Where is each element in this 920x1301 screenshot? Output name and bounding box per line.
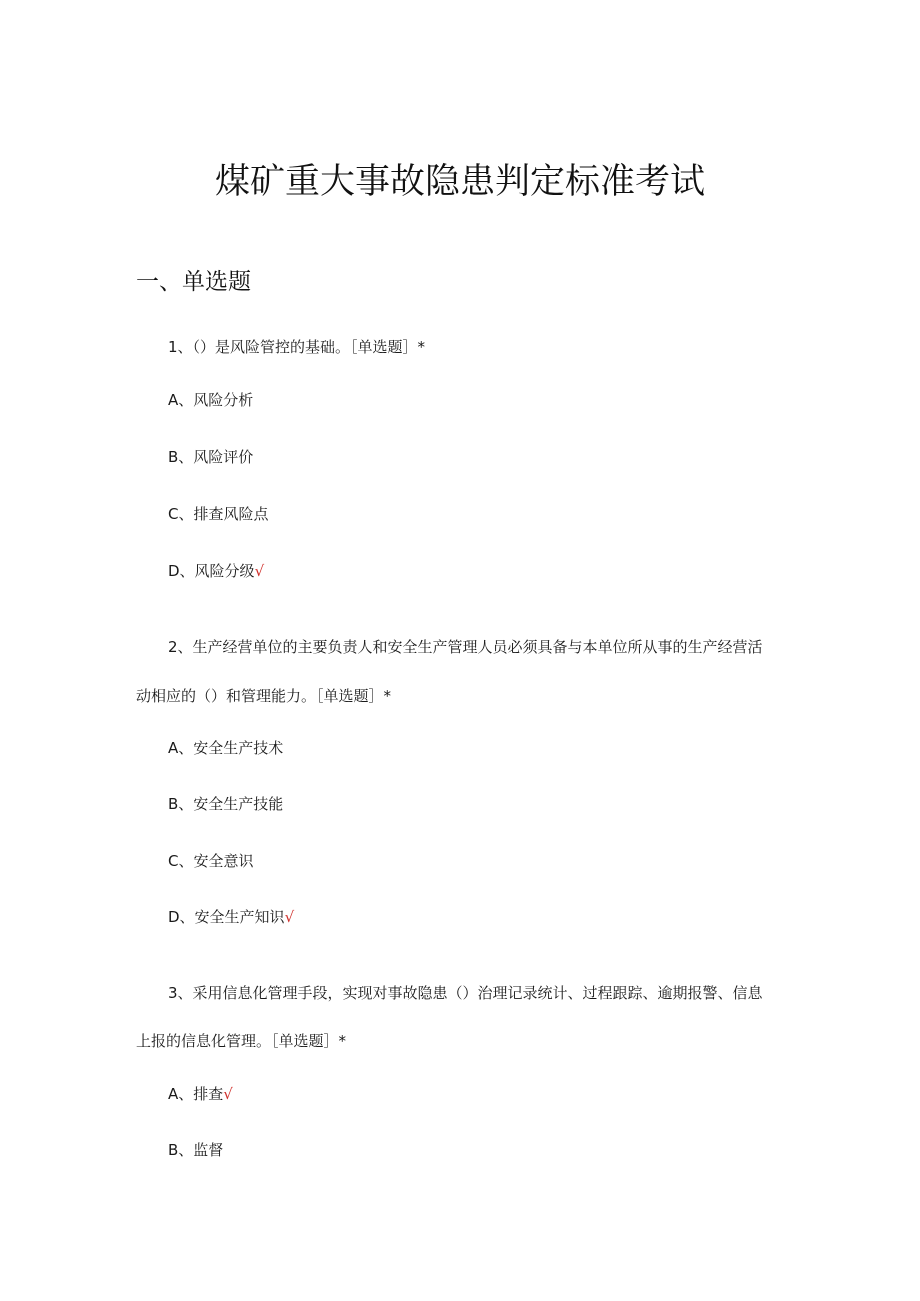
question-2-text: 2、生产经营单位的主要负责人和安全生产管理人员必须具备与本单位所从事的生产经营活 <box>168 638 763 656</box>
question-1-option-c: C、排查风险点 <box>168 505 269 523</box>
correct-mark: √ <box>254 562 265 580</box>
question-1-option-d: D、风险分级√ <box>168 562 265 580</box>
question-3-text: 3、采用信息化管理手段，实现对事故隐患（）治理记录统计、过程跟踪、逾期报警、信息 <box>168 984 763 1002</box>
question-2-option-b: B、安全生产技能 <box>168 795 284 813</box>
correct-mark: √ <box>284 908 295 926</box>
question-1-text: 1、（）是风险管控的基础。［单选题］* <box>168 338 426 356</box>
correct-mark: √ <box>223 1085 233 1103</box>
document-title: 煤矿重大事故隐患判定标准考试 <box>214 162 705 202</box>
question-2-option-c: C、安全意识 <box>168 852 254 870</box>
question-1-option-a: A、风险分析 <box>168 391 254 409</box>
question-2-option-a: A、安全生产技术 <box>168 739 284 757</box>
question-3-option-b: B、监督 <box>168 1141 224 1159</box>
question-3-text-cont: 上报的信息化管理。［单选题］* <box>136 1032 347 1050</box>
question-2-option-d: D、安全生产知识√ <box>168 908 295 926</box>
question-2-text-cont: 动相应的（）和管理能力。［单选题］* <box>136 687 392 705</box>
question-1-option-b: B、风险评价 <box>168 448 254 466</box>
question-3-option-a: A、排查√ <box>168 1085 233 1103</box>
section-heading: 一、单选题 <box>136 269 251 295</box>
